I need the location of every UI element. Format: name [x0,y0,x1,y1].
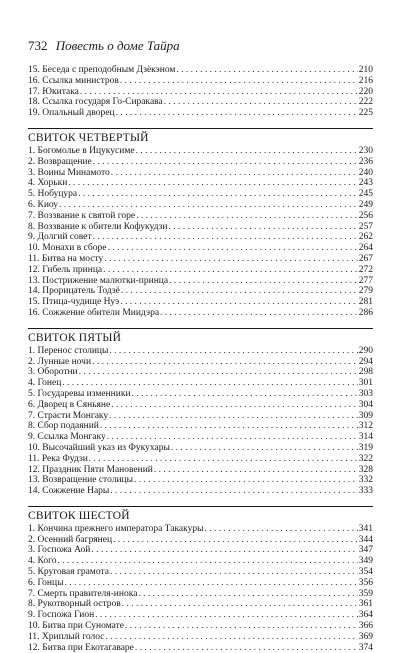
toc-entry-page: 333 [358,486,373,497]
toc-entry-page: 374 [358,642,373,653]
toc-entry-page: 281 [358,297,373,308]
toc-entry [28,589,373,600]
toc-entry-page: 319 [358,442,373,453]
toc-entry-title: 3. Воины Минамото [28,167,110,178]
dot-leader [171,443,358,454]
toc-entry-page: 309 [358,410,373,421]
toc-entry-title: 3. Оборотни [28,367,78,378]
toc-entry-page: 245 [358,189,373,200]
dot-leader [100,421,358,432]
dot-leader [111,400,358,411]
toc-entry-title: 2. Возвращение [28,156,92,167]
toc-entry-page: 344 [358,534,373,545]
toc-entry-title: 7. Смерть правителя-инока [28,588,138,599]
toc-entry [28,65,373,76]
toc-entry-page: 298 [358,367,373,378]
section-title: СВИТОК ШЕСТОЙ [28,509,130,522]
toc-entry-title: 13. Пострижение малютки-принца [28,275,169,286]
toc-entry [28,465,373,476]
toc-entry-page: 243 [358,178,373,189]
toc-entry-title: 6. Киоу [28,199,59,210]
toc-entry-title: 12. Гибель принца [28,264,103,275]
dot-leader [111,168,358,179]
toc-entry-title: 15. Птица-чудище Нуэ [28,297,120,308]
toc-entry [28,578,373,589]
toc-entry [28,232,373,243]
toc-entry-page: 361 [358,599,373,610]
toc-entry-page: 277 [358,275,373,286]
toc-entry-page: 364 [358,610,373,621]
toc-entry-page: 369 [358,631,373,642]
toc-entry-page: 312 [358,421,373,432]
toc-section [28,128,373,319]
toc-entry-title: 8. Воззвание к обители Кофукудзи [28,221,168,232]
dot-leader [80,87,358,98]
toc-entry-page: 294 [358,356,373,367]
toc-entry-page: 267 [358,253,373,264]
toc-entry-title: 2. Осенний багрянец [28,534,113,545]
dot-leader [164,97,358,108]
dot-leader [93,232,358,243]
toc-entry-page: 290 [358,345,373,356]
dot-leader [160,308,358,319]
toc-entry [28,621,373,632]
table-of-contents [28,65,373,653]
section-title: СВИТОК ЧЕТВЕРТЫЙ [28,131,149,144]
dot-leader [92,357,358,368]
dot-leader [110,486,357,497]
section-rule [28,128,373,129]
toc-entry-title: 8. Сбор подаяний [28,421,99,432]
dot-leader [154,465,358,476]
toc-entry-title: 16. Сожжение обители Миидэра [28,307,160,318]
toc-entry [28,346,373,357]
toc-entry-title: 10. Битва при Суномате [28,621,124,632]
toc-entry [28,535,373,546]
toc-entry [28,524,373,535]
toc-entry-title: 10. Монахи в сборе [28,243,107,254]
toc-entry-page: 328 [358,464,373,475]
dot-leader [78,189,358,200]
toc-entry-title: 19. Опальный дворец [28,108,115,119]
toc-entry [28,389,373,400]
toc-entry-title: 7. Страсти Монгаку [28,410,109,421]
dot-leader [132,389,358,400]
toc-entry-title: 9. Долгий совет [28,232,92,243]
dot-leader [103,265,358,276]
toc-entry [28,486,373,497]
dot-leader [125,621,358,632]
toc-entry-title: 18. Ссылка государя Го-Сиракава [28,97,163,108]
toc-entry [28,297,373,308]
toc-entry-page: 220 [358,86,373,97]
toc-entry [28,189,373,200]
toc-entry-page: 356 [358,577,373,588]
toc-entry-page: 262 [358,232,373,243]
toc-entry [28,211,373,222]
toc-entry [28,599,373,610]
toc-entry-page: 322 [358,453,373,464]
toc-section [28,65,373,119]
toc-entry [28,443,373,454]
toc-entry [28,178,373,189]
toc-entry [28,76,373,87]
toc-entry-title: 4. Гонец [28,378,62,389]
toc-entry-page: 314 [358,432,373,443]
toc-entry-page: 286 [358,307,373,318]
toc-entry [28,643,373,653]
toc-entry [28,222,373,233]
toc-entry-title: 9. Госпожа Гион [28,610,95,621]
dot-leader [138,589,357,600]
toc-entry-page: 359 [358,588,373,599]
toc-entry-title: 10. Высочайший указ из Фукухары [28,442,170,453]
dot-leader [91,545,357,556]
toc-entry [28,254,373,265]
toc-entry [28,421,373,432]
toc-entry-title: 9. Ссылка Монгаку [28,432,106,443]
toc-entry-page: 225 [358,108,373,119]
toc-entry-title: 14. Прорицатель Тодзё [28,286,120,297]
dot-leader [205,524,358,535]
dot-leader [109,411,358,422]
toc-entry [28,411,373,422]
toc-entry [28,97,373,108]
dot-leader [113,535,358,546]
toc-entry [28,146,373,157]
toc-entry [28,157,373,168]
toc-entry-page: 279 [358,286,373,297]
toc-entry-page: 304 [358,399,373,410]
toc-entry-title: 1. Богомолье в Ицукусиме [28,145,135,156]
toc-section [28,506,373,653]
toc-entry [28,556,373,567]
toc-entry-page: 349 [358,556,373,567]
toc-entry [28,367,373,378]
toc-entry [28,475,373,486]
toc-entry [28,87,373,98]
toc-entry-page: 216 [358,75,373,86]
dot-leader [107,432,358,443]
toc-entry [28,567,373,578]
dot-leader [59,200,358,211]
toc-entry-page: 240 [358,167,373,178]
dot-leader [121,286,358,297]
toc-entry-title: 15. Беседа с преподобным Дзёкэном [28,65,176,75]
toc-entry [28,632,373,643]
section-rule [28,328,373,329]
toc-entry-title: 13. Возвращение столицы [28,475,133,486]
dot-leader [120,76,358,87]
dot-leader [136,146,358,157]
dot-leader [95,610,358,621]
toc-entry-title: 2. Лунные ночи [28,356,92,367]
dot-leader [168,222,357,233]
toc-entry [28,243,373,254]
toc-entry [28,276,373,287]
dot-leader [109,346,357,357]
toc-entry [28,610,373,621]
toc-entry-page: 366 [358,621,373,632]
toc-entry-page: 332 [358,475,373,486]
toc-entry-page: 230 [358,145,373,156]
dot-leader [89,454,358,465]
dot-leader [106,632,358,643]
toc-entry [28,400,373,411]
toc-entry [28,308,373,319]
section-title: СВИТОК ПЯТЫЙ [28,331,122,344]
toc-entry-title: 16. Ссылка министров [28,75,119,86]
section-rule [28,506,373,507]
toc-entry [28,454,373,465]
toc-entry-page: 249 [358,199,373,210]
dot-leader [107,243,357,254]
toc-entry-title: 11. Хриплый голос [28,631,105,642]
toc-entry-title: 11. Река Фудзи [28,453,88,464]
dot-leader [176,65,357,76]
toc-entry-title: 4. Хорьки [28,178,68,189]
dot-leader [68,178,357,189]
toc-entry-title: 12. Битва при Екотагаваре [28,642,134,653]
toc-entry-title: 4. Кого [28,556,57,567]
toc-entry-page: 341 [358,523,373,534]
toc-entry [28,168,373,179]
dot-leader [79,367,358,378]
dot-leader [120,297,357,308]
toc-entry-page: 256 [358,210,373,221]
toc-entry [28,357,373,368]
toc-entry-title: 11. Битва на мосту [28,253,104,264]
toc-entry [28,432,373,443]
toc-entry-title: 5. Нобуцура [28,189,78,200]
book-title: Повесть о доме Тайра [55,38,180,53]
toc-entry-page: 303 [358,388,373,399]
dot-leader [58,556,358,567]
toc-entry-page: 354 [358,567,373,578]
dot-leader [110,567,358,578]
toc-entry [28,108,373,119]
toc-entry-title: 6. Гонцы [28,577,64,588]
toc-entry-page: 347 [358,545,373,556]
dot-leader [116,108,358,119]
dot-leader [104,254,358,265]
toc-entry-title: 5. Государевы изменники [28,388,131,399]
toc-entry-page: 236 [358,156,373,167]
toc-entry [28,545,373,556]
dot-leader [62,378,357,389]
toc-entry-title: 12. Праздник Пяти Мановений [28,464,153,475]
toc-entry-page: 210 [358,65,373,75]
dot-leader [169,276,358,287]
dot-leader [93,157,358,168]
dot-leader [64,578,357,589]
toc-entry [28,378,373,389]
toc-section [28,328,373,497]
toc-entry-title: 1. Кончина прежнего императора Такакуры [28,523,204,534]
toc-entry-page: 301 [358,378,373,389]
dot-leader [122,599,358,610]
page-number: 732 [28,38,48,53]
toc-entry [28,286,373,297]
toc-entry-title: 14. Сожжение Нары [28,486,110,497]
toc-entry-page: 264 [358,243,373,254]
toc-entry-title: 8. Рукотворный остров [28,599,121,610]
toc-entry-page: 272 [358,264,373,275]
toc-entry [28,200,373,211]
toc-entry-title: 7. Воззвание к святой горе [28,210,136,221]
toc-entry-page: 257 [358,221,373,232]
dot-leader [135,643,358,653]
toc-entry-title: 6. Дворец в Сяньяне [28,399,111,410]
running-head [28,38,180,54]
dot-leader [136,211,358,222]
toc-entry [28,265,373,276]
toc-entry-title: 3. Госпожа Аой [28,545,91,556]
toc-entry-page: 222 [358,97,373,108]
dot-leader [134,475,358,486]
toc-entry-title: 5. Круговая грамота [28,567,109,578]
toc-entry-title: 1. Перенос столицы [28,345,109,356]
toc-entry-title: 17. Юкитака [28,86,79,97]
